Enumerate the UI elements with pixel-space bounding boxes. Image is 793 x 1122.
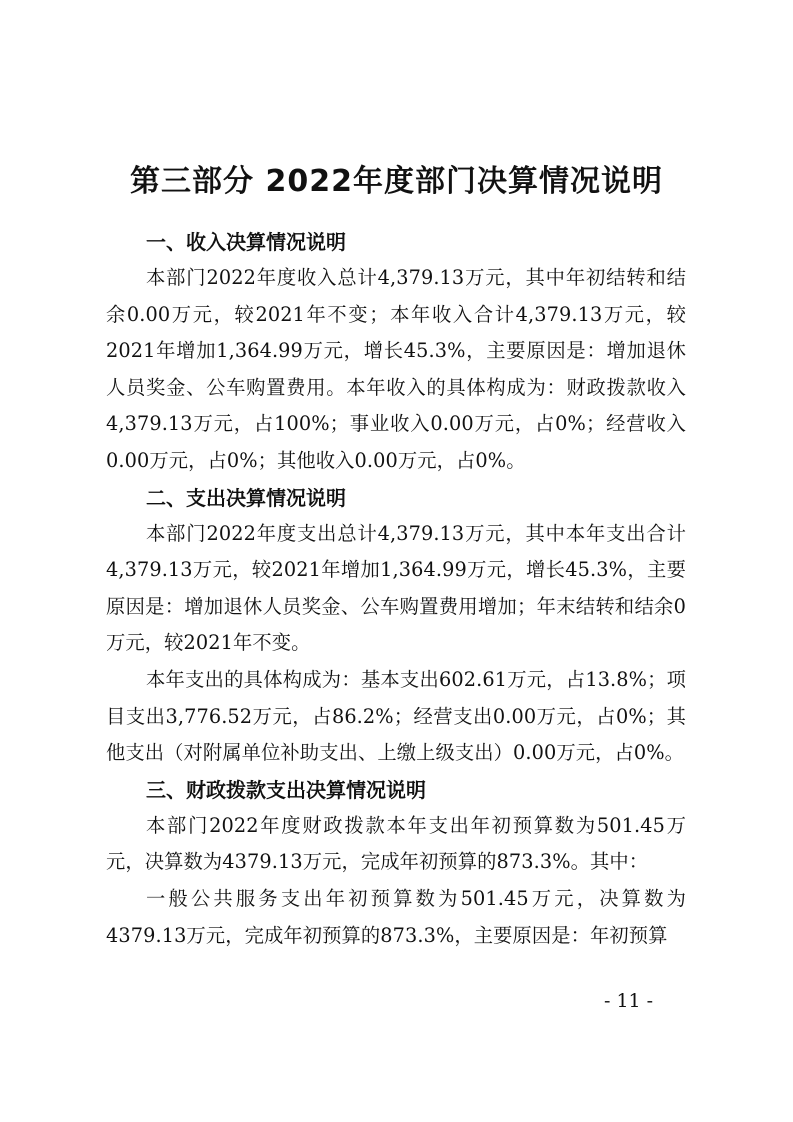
section-expenditure (106, 480, 686, 772)
paragraph-fiscal-appropriation-summary: 本部门2022年度财政拨款本年支出年初预算数为501.45万元，决算数为4379.13万元，完成年初预算的873.3%。其中： (106, 813, 686, 874)
section-income (106, 224, 686, 480)
paragraph-general-public-services: 一般公共服务支出年初预算数为501.45万元，决算数为4379.13万元，完成年初预算的873.3%，主要原因是：年初预算 (106, 886, 686, 947)
paragraph-expenditure-composition: 本年支出的具体构成为：基本支出602.61万元，占13.8%；项目支出3,776.52万元，占86.2%；经营支出0.00万元，占0%；其他支出（对附属单位补助支出、上缴上级支出）0.00万元，占0%。 (106, 667, 686, 765)
section-heading-expenditure: 二、支出决算情况说明 (146, 485, 346, 510)
page-title: 第三部分 2022年度部门决算情况说明 (130, 164, 663, 199)
paragraph-income-summary: 本部门2022年度收入总计4,379.13万元，其中年初结转和结余0.00万元，较2021年不变；本年收入合计4,379.13万元，较2021年增加1,364.99万元，增长45.3%，主要原因是：增加退休人员奖金、公车购置费用。本年收入的具体构成为：财政拨款收入4,379.13万元，占100%；事业收入0.00万元，占0%；经营收入0.00万元，占0%；其他收入0.00万元，占0%。 (106, 266, 686, 472)
page-number: - 11 - (604, 990, 654, 1012)
section-fiscal-appropriation (106, 772, 686, 954)
section-heading-income: 一、收入决算情况说明 (146, 230, 346, 254)
document-body (106, 224, 686, 954)
section-heading-fiscal-appropriation: 三、财政拨款支出决算情况说明 (146, 777, 426, 802)
paragraph-expenditure-summary: 本部门2022年度支出总计4,379.13万元，其中本年支出合计4,379.13万元，较2021年增加1,364.99万元，增长45.3%，主要原因是：增加退休人员奖金、公车购置费用增加；年末结转和结余0万元，较2021年不变。 (106, 521, 686, 655)
